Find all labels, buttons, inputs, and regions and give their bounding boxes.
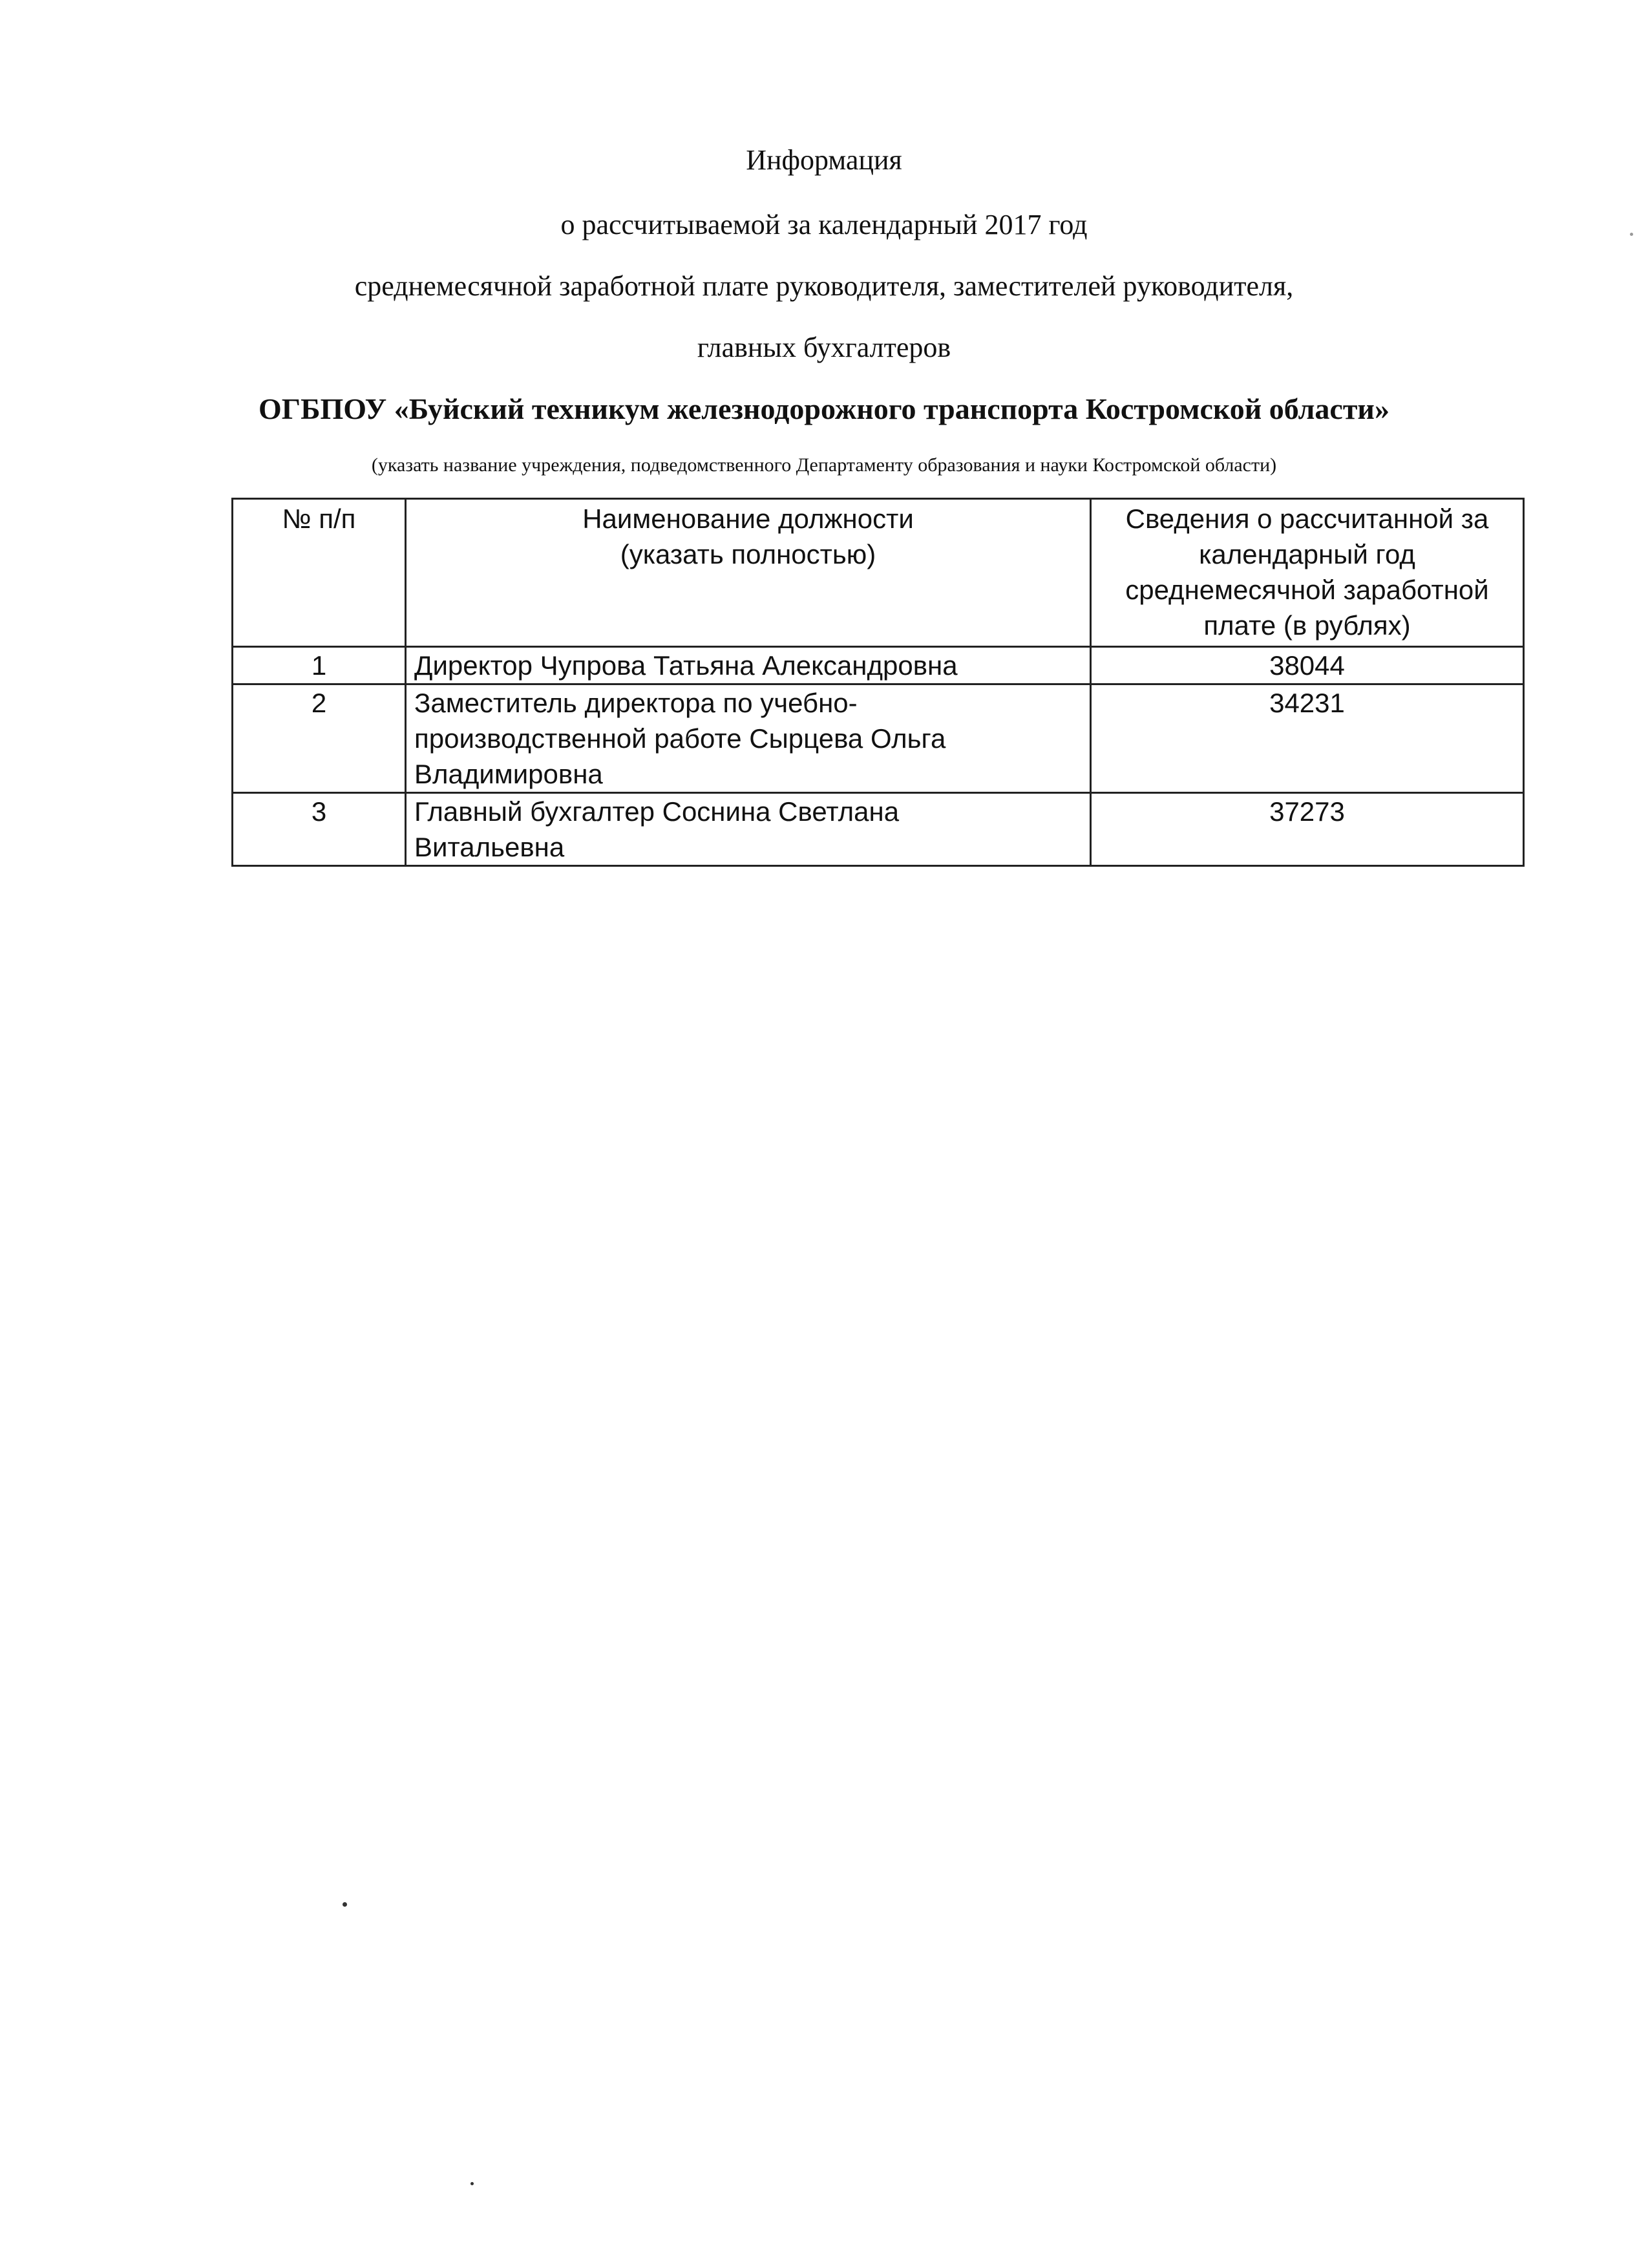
row-number: 3 [233, 793, 406, 866]
column-header-salary: Сведения о рассчитанной за календарный год среднемесячной заработной плате (в рублях) [1091, 499, 1524, 647]
column-header-position: Наименование должности (указать полностью) [406, 499, 1091, 647]
row-position: Директор Чупрова Татьяна Александровна [406, 647, 1091, 684]
row-position: Главный бухгалтер Соснина Светлана Витальевна [406, 793, 1091, 866]
table-row [233, 647, 1524, 684]
organization-note: (указать название учреждения, подведомственного Департаменту образования и науки Костромской области) [371, 454, 1277, 476]
table-row [233, 793, 1524, 866]
row-salary: 38044 [1091, 647, 1524, 684]
row-salary: 37273 [1091, 793, 1524, 866]
salary-table [231, 498, 1525, 867]
subtitle-line-3: главных бухгалтеров [697, 332, 951, 363]
row-position: Заместитель директора по учебно- производственной работе Сырцева Ольга Владимировна [406, 684, 1091, 793]
column-header-number: № п/п [233, 499, 406, 647]
subtitle-line-1: о рассчитываемой за календарный 2017 год [560, 209, 1088, 240]
organization-name: ОГБПОУ «Буйский техникум железнодорожного транспорта Костромской области» [259, 392, 1389, 425]
row-number: 1 [233, 647, 406, 684]
subtitle-line-2: среднемесячной заработной плате руководителя, заместителей руководителя, [354, 270, 1294, 302]
document-title: Информация [746, 144, 902, 176]
scan-speck [1630, 233, 1633, 236]
scan-speck [343, 1902, 347, 1907]
table-row [233, 684, 1524, 793]
row-salary: 34231 [1091, 684, 1524, 793]
scan-speck [470, 2182, 474, 2185]
row-number: 2 [233, 684, 406, 793]
table-header-row [233, 499, 1524, 647]
